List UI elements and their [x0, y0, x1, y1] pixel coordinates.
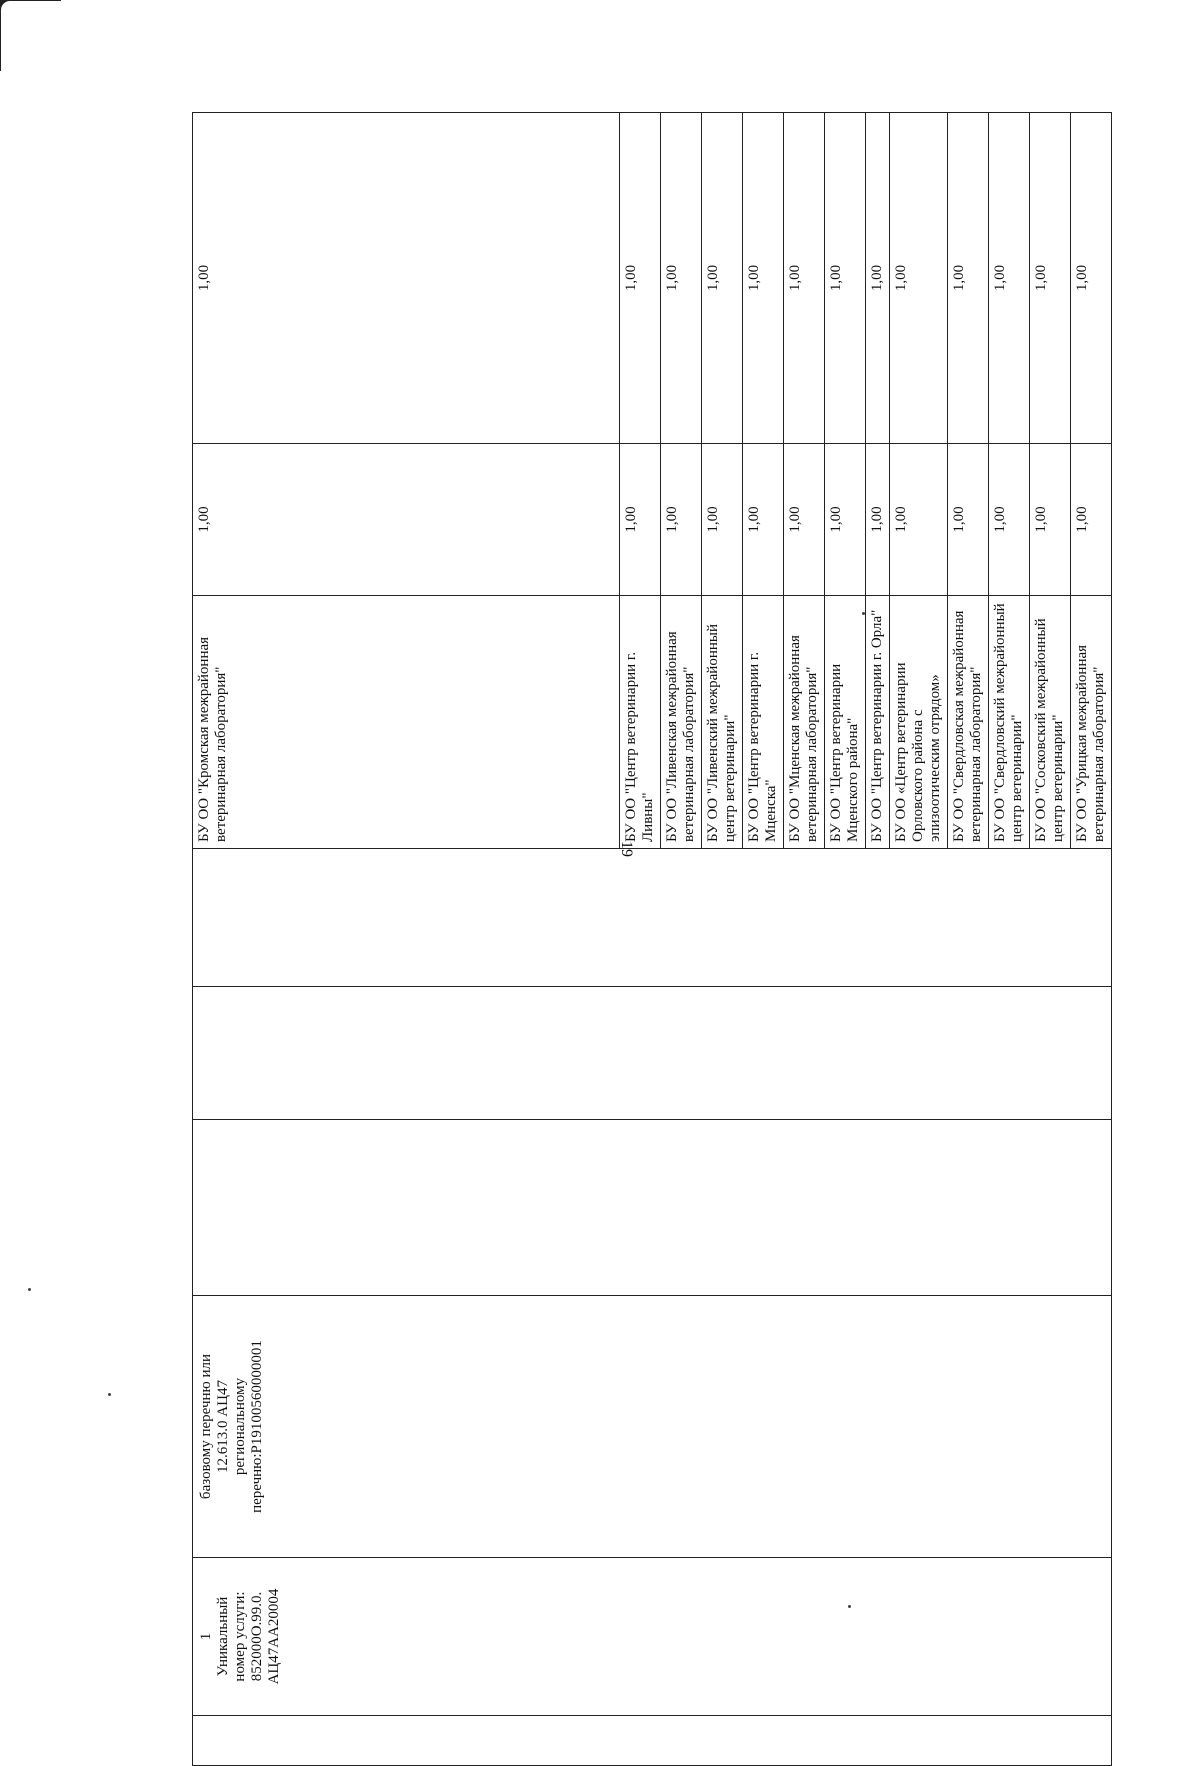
value-cell: 1,00: [661, 444, 702, 596]
value-cell: 1,00: [1071, 113, 1112, 444]
empty-cell: [193, 849, 1112, 987]
value-cell: 1,00: [825, 444, 866, 596]
registry-line4: перечню:Р19100560000001: [249, 1340, 265, 1513]
value-cell: 1,00: [702, 444, 743, 596]
value-cell: 1,00: [1071, 444, 1112, 596]
value-cell: 1,00: [989, 444, 1030, 596]
page-number: 19: [618, 841, 635, 857]
value-cell: 1,00: [193, 113, 620, 444]
empty-cell: [193, 987, 1112, 1120]
empty-cell: [193, 1120, 1112, 1296]
organization-name: БУ ОО "Мценская межрайонная ветеринарная лаборатория": [784, 596, 825, 849]
organization-name: БУ ОО "Ливенская межрайонная ветеринарная лаборатория": [661, 596, 702, 849]
registry-line1: базовому перечню или: [198, 1353, 214, 1500]
value-cell: 1,00: [784, 444, 825, 596]
value-cell: 1,00: [890, 113, 948, 444]
value-cell: 1,00: [989, 113, 1030, 444]
organization-name: БУ ОО "Сосковский межрайонный центр ветеринарии": [1030, 596, 1071, 849]
organization-name: БУ ОО "Кромская межрайонная ветеринарная лаборатория": [193, 596, 620, 849]
value-cell: 1,00: [890, 444, 948, 596]
registry-line2: 12.613.0 АЦ47: [215, 1380, 231, 1473]
service-number-label: номер услуги:: [232, 1591, 248, 1682]
scan-speck: [108, 1393, 111, 1396]
blank-left-cell: [193, 1716, 1112, 1766]
value-cell: 1,00: [866, 113, 890, 444]
organization-name: БУ ОО «Центр ветеринарии Орловского района с эпизоотическим отрядом»: [890, 596, 948, 849]
organization-name: БУ ОО "Центр ветеринарии г. Ливны": [620, 596, 661, 849]
value-cell: 1,00: [948, 444, 989, 596]
value-cell: 1,00: [866, 444, 890, 596]
service-index: 1: [198, 1632, 214, 1641]
value-cell: 1,00: [1030, 444, 1071, 596]
service-code-line1: 852000О.99.0.: [249, 1591, 265, 1682]
value-cell: 1,00: [193, 444, 620, 596]
service-table: [192, 112, 1112, 1766]
registry-line3: региональному: [232, 1377, 248, 1476]
value-cell: 1,00: [948, 113, 989, 444]
service-code-line2: АЦ47АА20004: [266, 1588, 282, 1685]
organization-name: БУ ОО "Свердловский межрайонный центр ветеринарии": [989, 596, 1030, 849]
scan-edge-mark: [0, 0, 61, 71]
value-cell: 1,00: [620, 113, 661, 444]
value-cell: 1,00: [743, 113, 784, 444]
organization-name: БУ ОО "Центр ветеринарии Мценского района": [825, 596, 866, 849]
service-code-cell: [193, 1558, 1112, 1716]
value-cell: 1,00: [743, 444, 784, 596]
value-cell: 1,00: [661, 113, 702, 444]
organization-name: БУ ОО "Ливенский межрайонный центр ветеринарии": [702, 596, 743, 849]
value-cell: 1,00: [784, 113, 825, 444]
organization-name: БУ ОО "Урицкая межрайонная ветеринарная лаборатория": [1071, 596, 1112, 849]
organization-name: БУ ОО "Центр ветеринарии г. Мценска": [743, 596, 784, 849]
registry-cell: [193, 1296, 1112, 1558]
value-cell: 1,00: [1030, 113, 1071, 444]
rotated-table-sheet: [192, 113, 1112, 1766]
organization-name: БУ ОО "Центр ветеринарии г. Орла": [866, 596, 890, 849]
table-row: [193, 113, 620, 1766]
organization-name: БУ ОО "Свердловская межрайонная ветеринарная лаборатория": [948, 596, 989, 849]
service-unique-label: Уникальный: [215, 1596, 231, 1677]
scan-speck: [28, 1288, 31, 1291]
value-cell: 1,00: [825, 113, 866, 444]
value-cell: 1,00: [702, 113, 743, 444]
value-cell: 1,00: [620, 444, 661, 596]
